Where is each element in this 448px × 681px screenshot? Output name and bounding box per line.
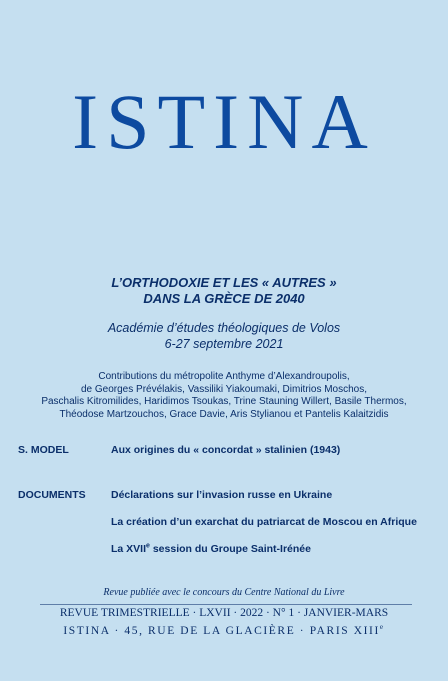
contributors-line: Contributions du métropolite Anthyme d’Alexandroupolis, xyxy=(98,371,350,382)
funding-note: Revue publiée avec le concours du Centre National du Livre xyxy=(103,587,345,598)
feature-title-line-2: DANS LA GRÈCE DE 2040 xyxy=(143,291,305,306)
section-item-exarchat: La création d’un exarchat du patriarcat de Moscou en Afrique xyxy=(111,516,417,528)
journal-issue-info: REVUE TRIMESTRIELLE · LXVII · 2022 · N° 1 · JANVIER-MARS xyxy=(59,607,389,619)
section-item-concordat: Aux origines du « concordat » stalinien (1943) xyxy=(111,444,341,456)
feature-subtitle-line-2: 6-27 septembre 2021 xyxy=(164,337,284,351)
section-item-groupe-saint-irenee xyxy=(111,543,311,555)
journal-masthead: ISTINA xyxy=(72,78,376,165)
feature-title xyxy=(0,275,448,307)
address-main: ISTINA · 45, RUE DE LA GLACIÈRE · PARIS XIII xyxy=(63,625,380,637)
section-label-documents: DOCUMENTS xyxy=(18,489,86,501)
feature-subtitle-line-1: Académie d’études théologiques de Volos xyxy=(107,321,341,335)
contributors-line: de Georges Prévélakis, Vassiliki Yiakoumaki, Dimitrios Moschos, xyxy=(80,383,368,395)
contributors-line: Théodose Martzouchos, Grace Davie, Aris Stylianou et Pantelis Kalaitzidis xyxy=(59,409,389,421)
ordinal-superscript: e xyxy=(146,542,150,550)
feature-subtitle xyxy=(0,320,448,352)
footer-divider xyxy=(40,604,412,605)
item-suffix: session du Groupe Saint-Irénée xyxy=(149,543,311,555)
section-label-s-model: S. MODEL xyxy=(18,444,69,456)
publisher-address xyxy=(0,625,448,637)
contributors-line: Paschalis Kitromilides, Haridimos Tsoukas, Trine Stauning Willert, Basile Thermos, xyxy=(41,396,407,408)
address-superscript: e xyxy=(379,623,385,632)
feature-title-line-1: L’ORTHODOXIE ET LES « AUTRES » xyxy=(111,275,337,290)
contributors-list xyxy=(0,371,448,422)
item-prefix: La XVII xyxy=(111,543,147,555)
section-item-declarations: Déclarations sur l’invasion russe en Ukraine xyxy=(111,489,333,501)
